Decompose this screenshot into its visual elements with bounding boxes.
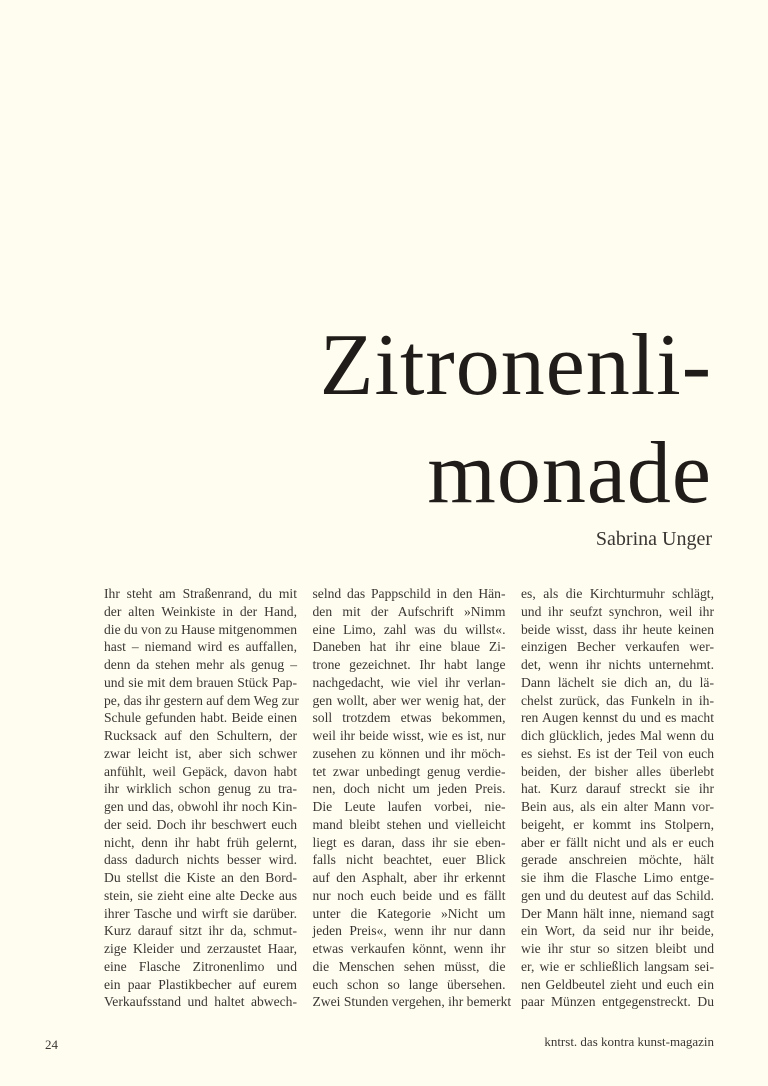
text-line: paar Münzen entgegenstreckt. Du <box>521 994 714 1010</box>
text-line: nen, doch nicht um jeden Preis. <box>312 781 506 797</box>
text-line: er, wie er schließlich langsam sei- <box>521 958 714 974</box>
text-line: der alten Weinkiste in der Hand, <box>104 603 297 619</box>
text-line: es, als die Kirchturmuhr schlägt, <box>521 586 714 601</box>
text-line: ein paar Plastikbecher auf eurem <box>104 976 297 992</box>
text-line: tet zwar unbedingt genug verdie- <box>312 763 506 779</box>
text-line: Ihr steht am Straßenrand, du mit <box>104 586 297 601</box>
text-line: die du von zu Hause mitgenommen <box>104 621 297 637</box>
text-line: zige Kleider und zerzaustet Haar, <box>104 941 297 956</box>
text-line: etwas verkaufen könnt, wenn ihr <box>312 941 506 956</box>
text-line: sie ihm die Flasche Limo entge- <box>521 870 714 885</box>
text-line: Bein aus, als ein alter Mann vor- <box>521 799 714 814</box>
text-line: anfühlt, weil Gepäck, davon habt <box>104 763 297 779</box>
text-line: unter die Kategorie »Nicht um <box>312 905 506 921</box>
text-line: Verkaufsstand und haltet abwech- <box>104 994 297 1010</box>
text-line: auf den Asphalt, aber ihr erkennt <box>312 870 506 885</box>
text-line: es siehst. Es ist der Teil von euch <box>521 745 714 761</box>
text-line: dass dadurch nichts besser wird. <box>104 852 297 868</box>
text-line: gerade anschreien möchte, hält <box>521 852 714 868</box>
magazine-name: kntrst. das kontra kunst-magazin <box>544 1034 714 1049</box>
text-line: liegt es daran, dass ihr sie eben- <box>312 834 506 850</box>
text-line: dich glücklich, jedes Mal wenn du <box>521 728 714 743</box>
text-line: ein Wort, da seid nur ihr beide, <box>521 923 714 939</box>
text-line: eine Flasche Zitronenlimo und <box>104 958 297 974</box>
text-line: Kurz darauf sitzt ihr da, schmut- <box>104 923 297 939</box>
text-line: nicht, denn ihr habt früh gelernt, <box>104 834 297 850</box>
text-line: nen Geldbeutel zieht und euch ein <box>521 976 714 992</box>
text-line: ihr wirklich schon genug zu tra- <box>104 781 297 797</box>
text-line: Du stellst die Kiste an den Bord- <box>104 870 297 885</box>
text-line: aber er fällt nicht und als er euch <box>521 834 714 850</box>
text-line: der seid. Doch ihr beschwert euch <box>104 816 297 832</box>
text-line: wie ihr stur so sitzen bleibt und <box>521 941 714 956</box>
text-line: Der Mann hält inne, niemand sagt <box>521 905 714 921</box>
text-line: Daneben hat ihr eine blaue Zi- <box>312 639 506 655</box>
text-line: gen wollt, aber wer wenig hat, der <box>312 692 506 708</box>
text-line: zusehen zu können und ihr möch- <box>312 745 506 761</box>
text-line: die Menschen sehen müsst, die <box>312 958 506 974</box>
text-line: chelst zurück, das Funkeln in ih- <box>521 692 714 708</box>
author-name: Sabrina Unger <box>595 528 712 550</box>
text-line: hast – niemand wird es auffallen, <box>104 639 297 655</box>
text-line: beide wisst, dass ihr heute keinen <box>521 621 714 637</box>
title-line-2: monade <box>427 425 712 522</box>
text-line: ren Augen kennst du und es macht <box>521 710 714 726</box>
text-line: Schule gefunden habt. Beide einen <box>104 710 297 726</box>
text-column-1 <box>104 585 297 1011</box>
text-line: und sie mit dem brauen Stück Pap- <box>104 674 297 690</box>
article-title <box>320 312 712 528</box>
text-line: gen und das, obwohl ihr noch Kin- <box>104 799 297 814</box>
text-line: eine Limo, zahl was du willst«. <box>312 621 506 637</box>
text-line: soll trotzdem etwas bekommen, <box>312 710 506 726</box>
text-line: zwar leicht ist, aber sich schwer <box>104 745 297 761</box>
text-line: Zwei Stunden vergehen, ihr bemerkt <box>312 994 512 1010</box>
text-line: ihrer Tasche und wirft sie darüber. <box>104 905 297 921</box>
text-line: jeden Preis«, wenn ihr nur dann <box>312 923 506 939</box>
text-line: nur noch euch beide und es fällt <box>312 887 506 903</box>
text-line: stein, sie zieht eine alte Decke aus <box>104 887 297 903</box>
page-number: 24 <box>45 1037 58 1052</box>
text-line: weil ihr beide wisst, wie es ist, nur <box>312 728 506 743</box>
text-column-3 <box>521 585 714 1011</box>
title-line-1: Zitronenli- <box>319 317 712 414</box>
text-line: selnd das Pappschild in den Hän- <box>312 586 506 601</box>
text-line: euch schon so lange übersehen. <box>312 976 506 992</box>
text-line: und ihr seufzt synchron, weil ihr <box>521 603 714 619</box>
text-line: mand bleibt stehen und vielleicht <box>312 816 506 832</box>
text-line: Dann lächelt sie dich an, du lä- <box>521 674 714 690</box>
text-line: beigeht, er kommt ins Stolpern, <box>521 816 714 832</box>
text-line: pe, das ihr gestern auf dem Weg zur <box>104 692 299 708</box>
text-line: nachgedacht, wie viel ihr verlan- <box>312 674 506 690</box>
text-line: falls nicht beachtet, euer Blick <box>312 852 506 868</box>
text-line: gen und du deutest auf das Schild. <box>521 887 714 903</box>
text-line: einzigen Becher verkaufen wer- <box>521 639 714 655</box>
text-line: den mit der Aufschrift »Nimm <box>312 603 506 619</box>
text-line: Rucksack auf den Schultern, der <box>104 728 297 743</box>
text-line: beiden, der bisher alles überlebt <box>521 763 714 779</box>
text-line: Die Leute laufen vorbei, nie- <box>312 799 506 814</box>
text-line: denn da stehen mehr als genug – <box>104 657 297 672</box>
text-column-2 <box>312 585 512 1011</box>
text-line: det, wenn ihr nichts unternehmt. <box>521 657 714 672</box>
text-line: trone gezeichnet. Ihr habt lange <box>312 657 506 672</box>
text-line: hat. Kurz darauf streckt sie ihr <box>521 781 714 797</box>
body-text-columns <box>104 585 714 1011</box>
